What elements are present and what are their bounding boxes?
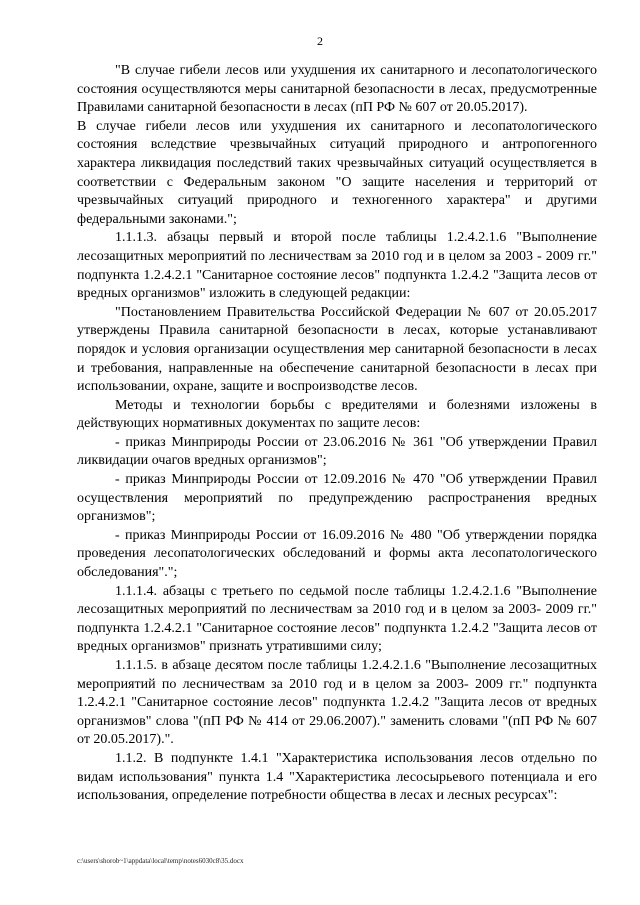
paragraph-emergency-situations: В случае гибели лесов или ухудшения их санитарного и лесопатологического состояния вследствие чрезвычайных ситуаций природного и антропогенного характера ликвидация последствий таких чрезвычайных ситуаций осуществляется в соответствии с Федеральным законом "О защите населения и территорий от чрезвычайных ситуаций природного и техногенного характера" и другими федеральными законами."; — [77, 118, 597, 227]
paragraph-1-1-1-3: 1.1.1.3. абзацы первый и второй после таблицы 1.2.4.2.1.6 "Выполнение лесозащитных мероприятий по лесничествам за 2010 год и в целом за 2003 - 2009 гг." подпункта 1.2.4.2.1 "Санитарное состояние лесов" подпункта 1.2.4.2 "Защита лесов от вредных организмов" изложить в следующей редакции: — [77, 230, 597, 302]
paragraph-government-decree: "Постановлением Правительства Российской Федерации № 607 от 20.05.2017 утверждены Правила санитарной безопасности в лесах, которые устанавливают порядок и условия организации осуществления мер санитарной безопасности в лесах и требования, направленные на обеспечение санитарной безопасности в лесах при использовании, охране, защите и воспроизводстве лесов. — [77, 304, 597, 395]
paragraph-1-1-1-5: 1.1.1.5. в абзаце десятом после таблицы 1.2.4.2.1.6 "Выполнение лесозащитных мероприятий по лесничествам за 2010 год и в целом за 2003- 2009 гг." подпункта 1.2.4.2.1 "Санитарное состояние лесов" подпункта 1.2.4.2 "Защита лесов от вредных организмов" слова "(пП РФ № 414 от 29.06.2007)." заменить словами "(пП РФ № 607 от 20.05.2017).". — [77, 658, 597, 748]
footer-file-path: c:\users\shorob~1\appdata\local\temp\notes6030c8\35.docx — [77, 857, 244, 865]
list-item-order-470: - приказ Минприроды России от 12.09.2016 № 470 "Об утверждении Правил осуществления мероприятий по предупреждению распространения вредных организмов"; — [77, 472, 597, 525]
paragraph-quote-sanitary-measures: "В случае гибели лесов или ухудшения их санитарного и лесопатологического состояния осуществляются меры санитарной безопасности в лесах, предусмотренные Правилами санитарной безопасности в лесах (пП РФ № 607 от 20.05.2017). — [77, 63, 597, 116]
page-number: 2 — [317, 34, 323, 48]
paragraph-1-1-2: 1.1.2. В подпункте 1.4.1 "Характеристика использования лесов отдельно по видам использования" пункта 1.4 "Характеристика лесосырьевого потенциала и его использования, определение потребности общества в лесах и лесных ресурсах": — [77, 750, 597, 804]
document-body — [77, 62, 597, 806]
list-item-order-361: - приказ Минприроды России от 23.06.2016 № 361 "Об утверждении Правил ликвидации очагов вредных организмов"; — [77, 434, 597, 469]
list-item-order-480: - приказ Минприроды России от 16.09.2016 № 480 "Об утверждении порядка проведения лесопатологических обследований и формы акта лесопатологического обследования"."; — [77, 527, 597, 581]
paragraph-methods-and-technologies: Методы и технологии борьбы с вредителями и болезнями изложены в действующих нормативных документах по защите лесов: — [77, 397, 597, 432]
paragraph-1-1-1-4: 1.1.1.4. абзацы с третьего по седьмой после таблицы 1.2.4.2.1.6 "Выполнение лесозащитных мероприятий по лесничествам за 2010 год и в целом за 2003- 2009 гг." подпункта 1.2.4.2.1 "Санитарное состояние лесов" подпункта 1.2.4.2 "Защита лесов от вредных организмов" признать утратившими силу; — [77, 583, 597, 655]
